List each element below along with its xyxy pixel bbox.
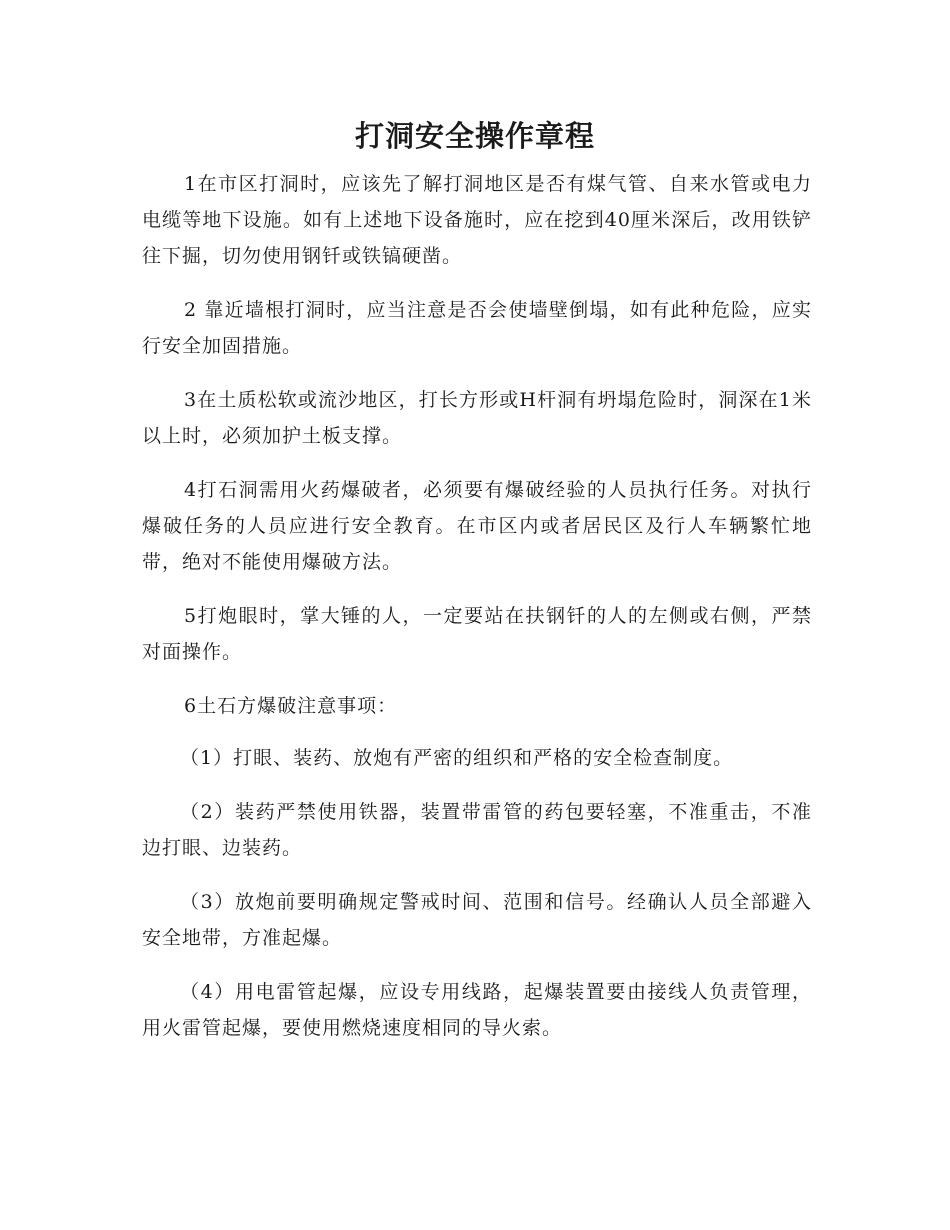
paragraph-4: 4打石洞需用火药爆破者，必须要有爆破经验的人员执行任务。对执行爆破任务的人员应进行安全教育。在市区内或者居民区及行人车辆繁忙地带，绝对不能使用爆破方法。 xyxy=(142,479,812,573)
paragraph-3: 3在土质松软或流沙地区，打长方形或H杆洞有坍塌危险时，洞深在1米以上时，必须加护土板支撑。 xyxy=(142,389,812,447)
sub-item-3: （3）放炮前要明确规定警戒时间、范围和信号。经确认人员全部避入安全地带，方准起爆。 xyxy=(142,891,812,949)
paragraph-2: 2 靠近墙根打洞时，应当注意是否会使墙壁倒塌，如有此种危险，应实行安全加固措施。 xyxy=(142,299,812,357)
sub-item-4: （4）用电雷管起爆，应设专用线路，起爆装置要由接线人负责管理，用火雷管起爆，要使用燃烧速度相同的导火索。 xyxy=(142,981,812,1039)
document-title: 打洞安全操作章程 xyxy=(354,119,595,153)
sub-item-2: （2）装药严禁使用铁器，装置带雷管的药包要轻塞，不准重击，不准边打眼、边装药。 xyxy=(142,801,812,859)
paragraph-1: 1在市区打洞时，应该先了解打洞地区是否有煤气管、自来水管或电力电缆等地下设施。如有上述地下设备施时，应在挖到40厘米深后，改用铁铲往下掘，切勿使用钢钎或铁镐硬凿。 xyxy=(142,173,812,267)
paragraph-5: 5打炮眼时，掌大锤的人，一定要站在扶钢钎的人的左侧或右侧，严禁对面操作。 xyxy=(142,605,812,663)
sub-item-1: （1）打眼、装药、放炮有严密的组织和严格的安全检查制度。 xyxy=(180,747,734,769)
paragraph-6: 6土石方爆破注意事项： xyxy=(184,695,398,717)
